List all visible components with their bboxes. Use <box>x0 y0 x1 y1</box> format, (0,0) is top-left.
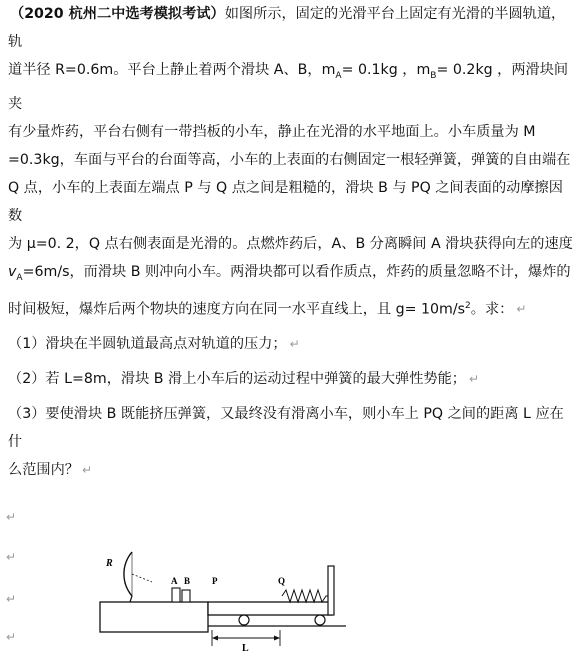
radius-line <box>132 574 152 582</box>
question-3: （3）要使滑块 B 既能挤压弹簧，又最终没有滑离小车，则小车上 PQ 之间的距离 L 应在 什 <box>8 406 564 451</box>
paragraph-mark: ↵ <box>289 337 300 352</box>
problem-line-8: 时间极短，爆炸后两个物块的速度方向在同一水平直线上，且 $g= 10m/s^2$。求： ↵ <box>8 300 527 318</box>
label-b: B <box>184 576 191 586</box>
problem-line-5: Q 点，小车的上表面左端点 P 与 Q 点之间是粗糙的，滑块 B 与 PQ 之间表面的动摩擦因数 <box>8 179 563 224</box>
paragraph-mark: ↵ <box>6 510 17 524</box>
label-l: L <box>242 643 249 652</box>
wheel-right <box>315 615 325 625</box>
wheel-left <box>239 615 249 625</box>
paragraph-mark: ↵ <box>516 302 527 317</box>
problem-line-6: 为 μ=0. 2，Q 点右侧表面是光滑的。点燃炸药后，A、B 分离瞬间 A 滑块获得向左的速度 <box>8 235 573 252</box>
question-1: （1）滑块在半圆轨道最高点对轨道的压力； ↵ <box>8 336 300 353</box>
physics-diagram <box>84 520 354 652</box>
spring <box>282 590 328 602</box>
semicircle-track <box>124 552 132 596</box>
cart-baffle <box>328 566 334 615</box>
paragraph-mark: ↵ <box>6 550 17 564</box>
label-q: Q <box>278 576 286 586</box>
question-2: （2）若 L=8m，滑块 B 滑上小车后的运动过程中弹簧的最大弹性势能； ↵ <box>8 371 480 388</box>
question-3-cont: 么范围内？ ↵ <box>8 462 93 479</box>
block-b <box>182 590 190 602</box>
platform <box>100 602 208 632</box>
problem-line-2: 道半径 R=0.6m。平台上静止着两个滑块 A、B，$m_A= 0.1kg$ ，$m_B= 0.2kg$ ，两滑块间夹 <box>8 62 569 112</box>
problem-line-7: $v_A=6m/s$，而滑块 B 则冲向小车。两滑块都可以看作质点，炸药的质量忽略不计，爆炸的 <box>8 263 571 283</box>
paragraph-mark: ↵ <box>6 592 17 606</box>
paragraph-mark: ↵ <box>469 372 480 387</box>
problem-line-4: =0.3kg，车面与平台的台面等高，小车的上表面的右侧固定一根轻弹簧，弹簧的自由端在 <box>8 151 571 168</box>
problem-line-1: （2020 杭州二中选考模拟考试）如图所示，固定的光滑平台上固定有光滑的半圆轨道，轨 <box>8 6 566 50</box>
problem-line-3: 有少量炸药，平台右侧有一带挡板的小车，静止在光滑的水平地面上。小车质量为 M <box>8 123 536 140</box>
problem-text <box>8 0 574 484</box>
paragraph-mark: ↵ <box>81 463 93 478</box>
cart <box>208 602 332 615</box>
block-a <box>172 588 180 602</box>
label-r: R <box>106 558 113 569</box>
problem-source: （2020 杭州二中选考模拟考试） <box>10 6 225 22</box>
label-p: P <box>212 576 218 586</box>
paragraph-mark: ↵ <box>6 630 17 644</box>
label-a: A <box>171 576 178 586</box>
